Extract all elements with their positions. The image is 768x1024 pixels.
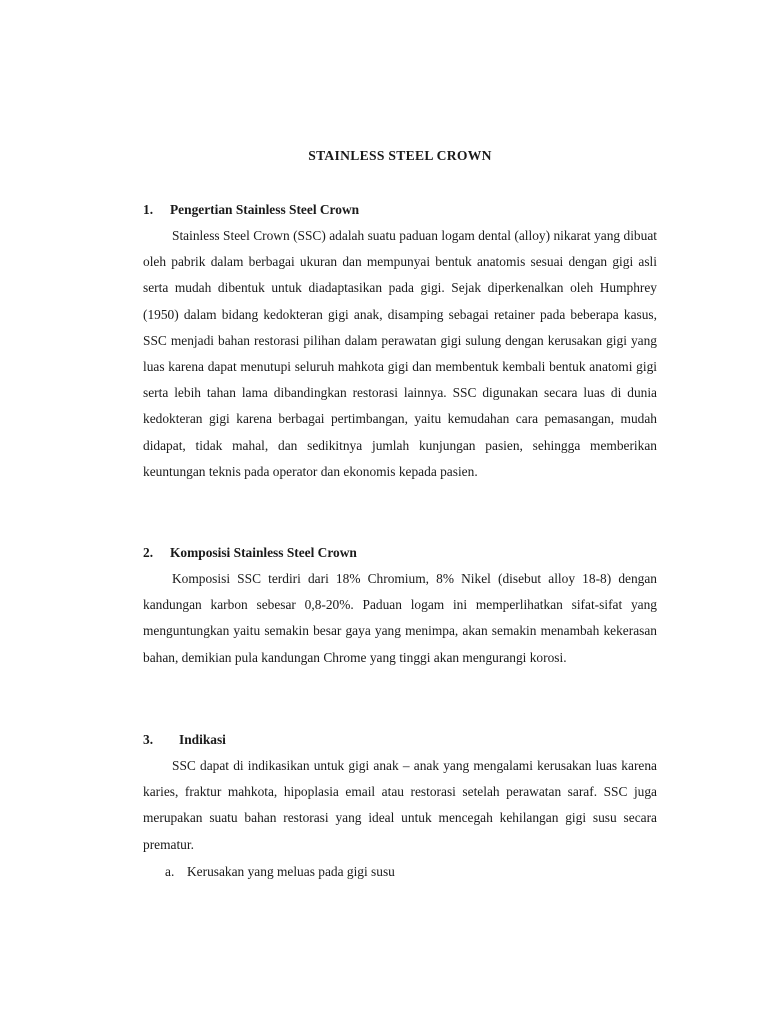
list-item-text: Kerusakan yang meluas pada gigi susu [187,864,395,879]
section-title-2: Komposisi Stainless Steel Crown [170,545,357,560]
section-title-3: Indikasi [179,732,226,747]
document-title: STAINLESS STEEL CROWN [308,148,492,163]
section-paragraph-2 [143,566,657,671]
section-number-2: 2. [143,545,154,560]
section-text-2: Komposisi SSC terdiri dari 18% Chromium, 8% Nikel (disebut alloy 18-8) dengan kandungan karbon sebesar 0,8-20%. Paduan logam ini memperlihatkan sifat-sifat yang menguntungkan yaitu semakin besar gaya yang menimpa, akan semakin menambah kekerasan bahan, demikian pula kandungan Chrome yang tinggi akan mengurangi korosi. [143,571,657,665]
section-number-3: 3. [143,732,154,747]
section-title-1: Pengertian Stainless Steel Crown [170,202,360,217]
section-paragraph-1 [143,223,657,485]
section-text-3: SSC dapat di indikasikan untuk gigi anak – anak yang mengalami kerusakan luas karena karies, fraktur mahkota, hipoplasia email atau restorasi setelah perawatan saraf. SSC juga merupakan suatu bahan restorasi yang ideal untuk mencegah kehilangan gigi susu secara prematur. [143,758,657,852]
section-heading-1 [143,202,359,218]
list-item [165,864,395,880]
section-number-1: 1. [143,202,154,217]
section-heading-3 [143,732,226,748]
section-heading-2 [143,545,357,561]
list-marker: a. [165,864,175,879]
section-text-1: Stainless Steel Crown (SSC) adalah suatu paduan logam dental (alloy) nikarat yang dibuat oleh pabrik dalam berbagai ukuran dan mempunyai bentuk anatomis sesuai dengan gigi asli serta mudah dibentuk untuk diadaptasikan pada gigi. Sejak diperkenalkan oleh Humphrey (1950) dalam bidang kedokteran gigi anak, disamping sebagai retainer pada beberapa kasus, SSC menjadi bahan restorasi pilihan dalam perawatan gigi sulung dengan kerusakan gigi yang luas karena dapat menutupi seluruh mahkota gigi dan membentuk kembali bentuk anatomi gigi serta lebih tahan lama dibandingkan restorasi lainnya. SSC digunakan secara luas di dunia kedokteran gigi karena berbagai pertimbangan, yaitu kemudahan cara pemasangan, mudah didapat, tidak mahal, dan sedikitnya jumlah kunjungan pasien, sehingga memberikan keuntungan teknis pada operator dan ekonomis kepada pasien. [143,228,657,479]
section-paragraph-3 [143,753,657,858]
